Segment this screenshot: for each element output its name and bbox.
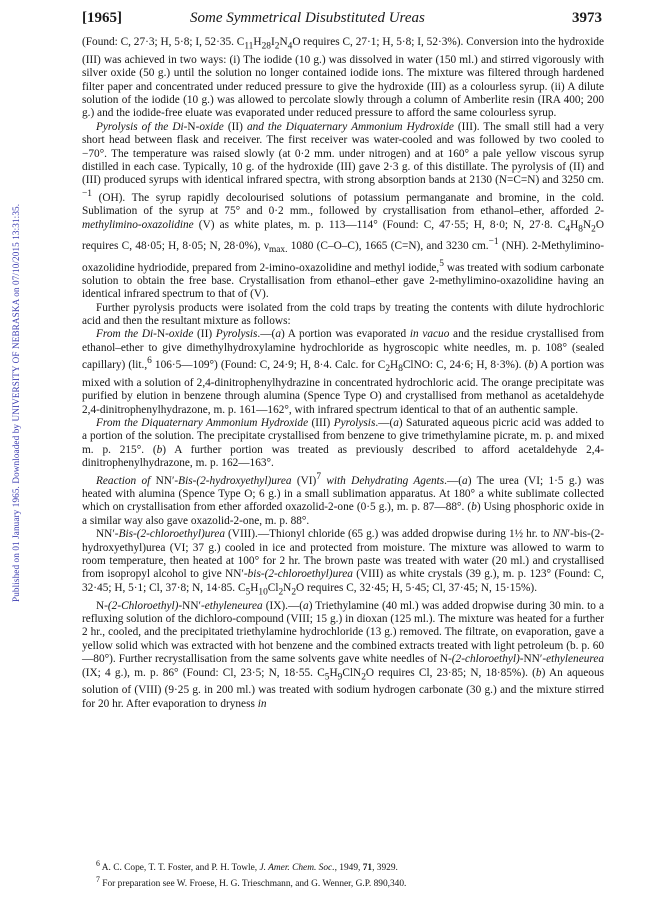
header-title: Some Symmetrical Disubstituted Ureas xyxy=(190,10,425,26)
footnote: $^6$ A. C. Cope, T. T. Foster, and P. H. Towle, J. Amer. Chem. Soc., 1949, 71, 3929. xyxy=(96,859,398,874)
paragraph: Further pyrolysis products were isolated from the cold traps by treating the contents with dilute hydrochloric acid and then the resultant mixture as follows: xyxy=(82,301,604,328)
paragraph: NN′-Bis-(2-chloroethyl)urea (VIII).—Thionyl chloride (65 g.) was added dropwise during 1½ hr. to NN′-bis-(2-hydroxyethyl)urea (VI; 37 g.) cooled in ice and protected from moisture. The mixture was allowed to warm to room temperature, then heated at 100° for 2 hr. The brown paste was treated with water (20 ml.) and crystallised from isopropyl alcohol to give NN′-bis-(2-chloroethyl)urea (VIII) as white crystals (39 g.), m. p. 123° (Found: C, 32·45; H, 5·1; Cl, 37·8; N, 14·85. $C_5H_{10}Cl_2N_2O$ requires C, 32·45; H, 5·45; Cl, 37·45; N, 15·15%). xyxy=(82,528,604,598)
footnotes xyxy=(96,858,604,890)
download-watermark: Published on 01 January 1965. Downloaded by UNIVERSITY OF NEBRASKA on 07/10/2015 13:31:35. xyxy=(11,203,21,602)
paragraph: N-(2-Chloroethyl)-NN′-ethyleneurea (IX).—(a) Triethylamine (40 ml.) was added dropwise during 30 min. to a refluxing solution of the dichloro-compound (VIII; 15 g.) in dioxan (125 ml.). The mixture was heated for a further 2 hr., cooled, and the precipitated triethylamine hydrochloride (13 g.) removed. The filtrate, on evaporation, gave a yellow solid which was extracted with hot benzene and the combined extracts treated with light petroleum (b. p. 60—80°). Further recrystallisation from the same solvents gave white needles of N-(2-chloroethyl)-NN′-ethyleneurea (IX; 4 g.), m. p. 86° (Found: Cl, 23·5; N, 18·55. $C_5H_9ClN_2O$ requires Cl, 23·85; N, 18·85%). (b) An aqueous solution of (VIII) (9·25 g. in 200 ml.) was treated with sodium hydrogen carbonate (30 g.) and the mixture stirred for 20 hr. After evaporation to dryness in xyxy=(82,599,605,710)
paragraph: (Found: C, 27·3; H, 5·8; I, 52·35. $C_{11}H_{28}I_2N_4O$ requires C, 27·1; H, 5·8; I, 52·3%). Conversion into the hydroxide (III) was achieved in two ways: (i) The iodide (10 g.) was dissolved in water (150 ml.) and stirred vigorously with silver oxide (50 g.) until the solution no longer contained iodide ions. The mixture was filtered through hardened filter paper and concentrated under reduced pressure to give the hydroxide (III) as a colourless syrup. (ii) A dilute solution of the iodide (10 g.) was allowed to percolate slowly through a column of Amberlite resin (IRA 400; 200 g.) and the iodide-free eluate was evaporated under reduced pressure to afford the same colourless syrup. xyxy=(82,36,604,120)
article-body xyxy=(82,36,604,711)
header-year: [1965] xyxy=(82,10,122,26)
paragraph: From the Diquaternary Ammonium Hydroxide (III) Pyrolysis.—(a) Saturated aqueous picric acid was added to a portion of the solution. The precipitate crystallised from benzene to give trimethylamine picrate, m. p. and mixed m. p. 215°. (b) A further portion was treated as previously described to afford acetaldehyde 2,4-dinitrophenylhydrazone, m. p. 162—163°. xyxy=(82,417,604,470)
running-header xyxy=(82,10,602,30)
paragraph: Pyrolysis of the Di-N-oxide (II) and the Diquaternary Ammonium Hydroxide (III). The small still had a very short head between flask and receiver. The first receiver was water-cooled and was followed by two cooled to −70°. The temperature was raised slowly (at 0·2 mm. under nitrogen) and at 160° a pale yellow viscous syrup distilled in each case. Typically, 10 g. of the hydroxide (III) gave 2·3 g. of this distillate. The pyrolysis of (II) and (III) produced syrups with identical infrared spectra, with strong absorption bands at 2130 (N=C=N) and 3250 cm.$^{-1}$ (OH). The syrup rapidly decolourised solutions of potassium permanganate and bromine, in the cold. Sublimation of the syrup at 75° and 0·2 mm., followed by crystallisation from ethanol–ether, afforded 2-methylimino-oxazolidine (V) as white plates, m. p. 113—114° (Found: C, 47·55; H, 8·0; N, 27·8. $C_4H_8N_2O$ requires C, 48·05; H, 8·05; N, 28·0%), $\nu_{max.}$ 1080 (C–O–C), 1665 (C=N), and 3230 cm.$^{-1}$ (NH). 2-Methylimino-oxazolidine hydriodide, prepared from 2-imino-oxazolidine and methyl iodide,$^5$ was treated with sodium carbonate solution to obtain the free base. Crystallisation from ethanol–ether gave 2-methylimino-oxazolidine having an identical infrared spectrum to that of (V). xyxy=(82,120,604,301)
footnote: $^7$ For preparation see W. Froese, H. G. Trieschmann, and G. Wenner, G.P. 890,340. xyxy=(96,875,407,890)
paragraph: Reaction of NN′-Bis-(2-hydroxyethyl)urea (VI)$^7$ with Dehydrating Agents.—(a) The urea (VI; 1·5 g.) was heated with alumina (Spence Type O; 6 g.) in a small sublimation apparatus. At 180° a white sublimate collected which on crystallisation from ether afforded oxazolid-2-one (0·5 g.), m. p. 87—88°. (b) Using phosphoric oxide in a similar way also gave oxazolid-2-one, m. p. 88°. xyxy=(82,471,605,527)
paragraph: From the Di-N-oxide (II) Pyrolysis.—(a) A portion was evaporated in vacuo and the residue crystallised from ethanol–ether to give dimethylhydroxylamine hydrochloride as hygroscopic white needles, m. p. 108° (sealed capillary) (lit.,$^6$ 106·5—109°) (Found: C, 24·9; H, 8·4. Calc. for $C_2H_8ClNO$: C, 24·6; H, 8·3%). (b) A portion was mixed with a solution of 2,4-dinitrophenylhydrazine in concentrated hydrochloric acid. The orange precipitate was purified by elution in benzene through alumina (Spence Type O) and crystallised from methanol as acetaldehyde 2,4-dinitrophenylhydrazone, m. p. 161—162°, with infrared spectrum identical to that of an authentic sample. xyxy=(82,328,604,416)
header-page-number: 3973 xyxy=(572,10,602,26)
